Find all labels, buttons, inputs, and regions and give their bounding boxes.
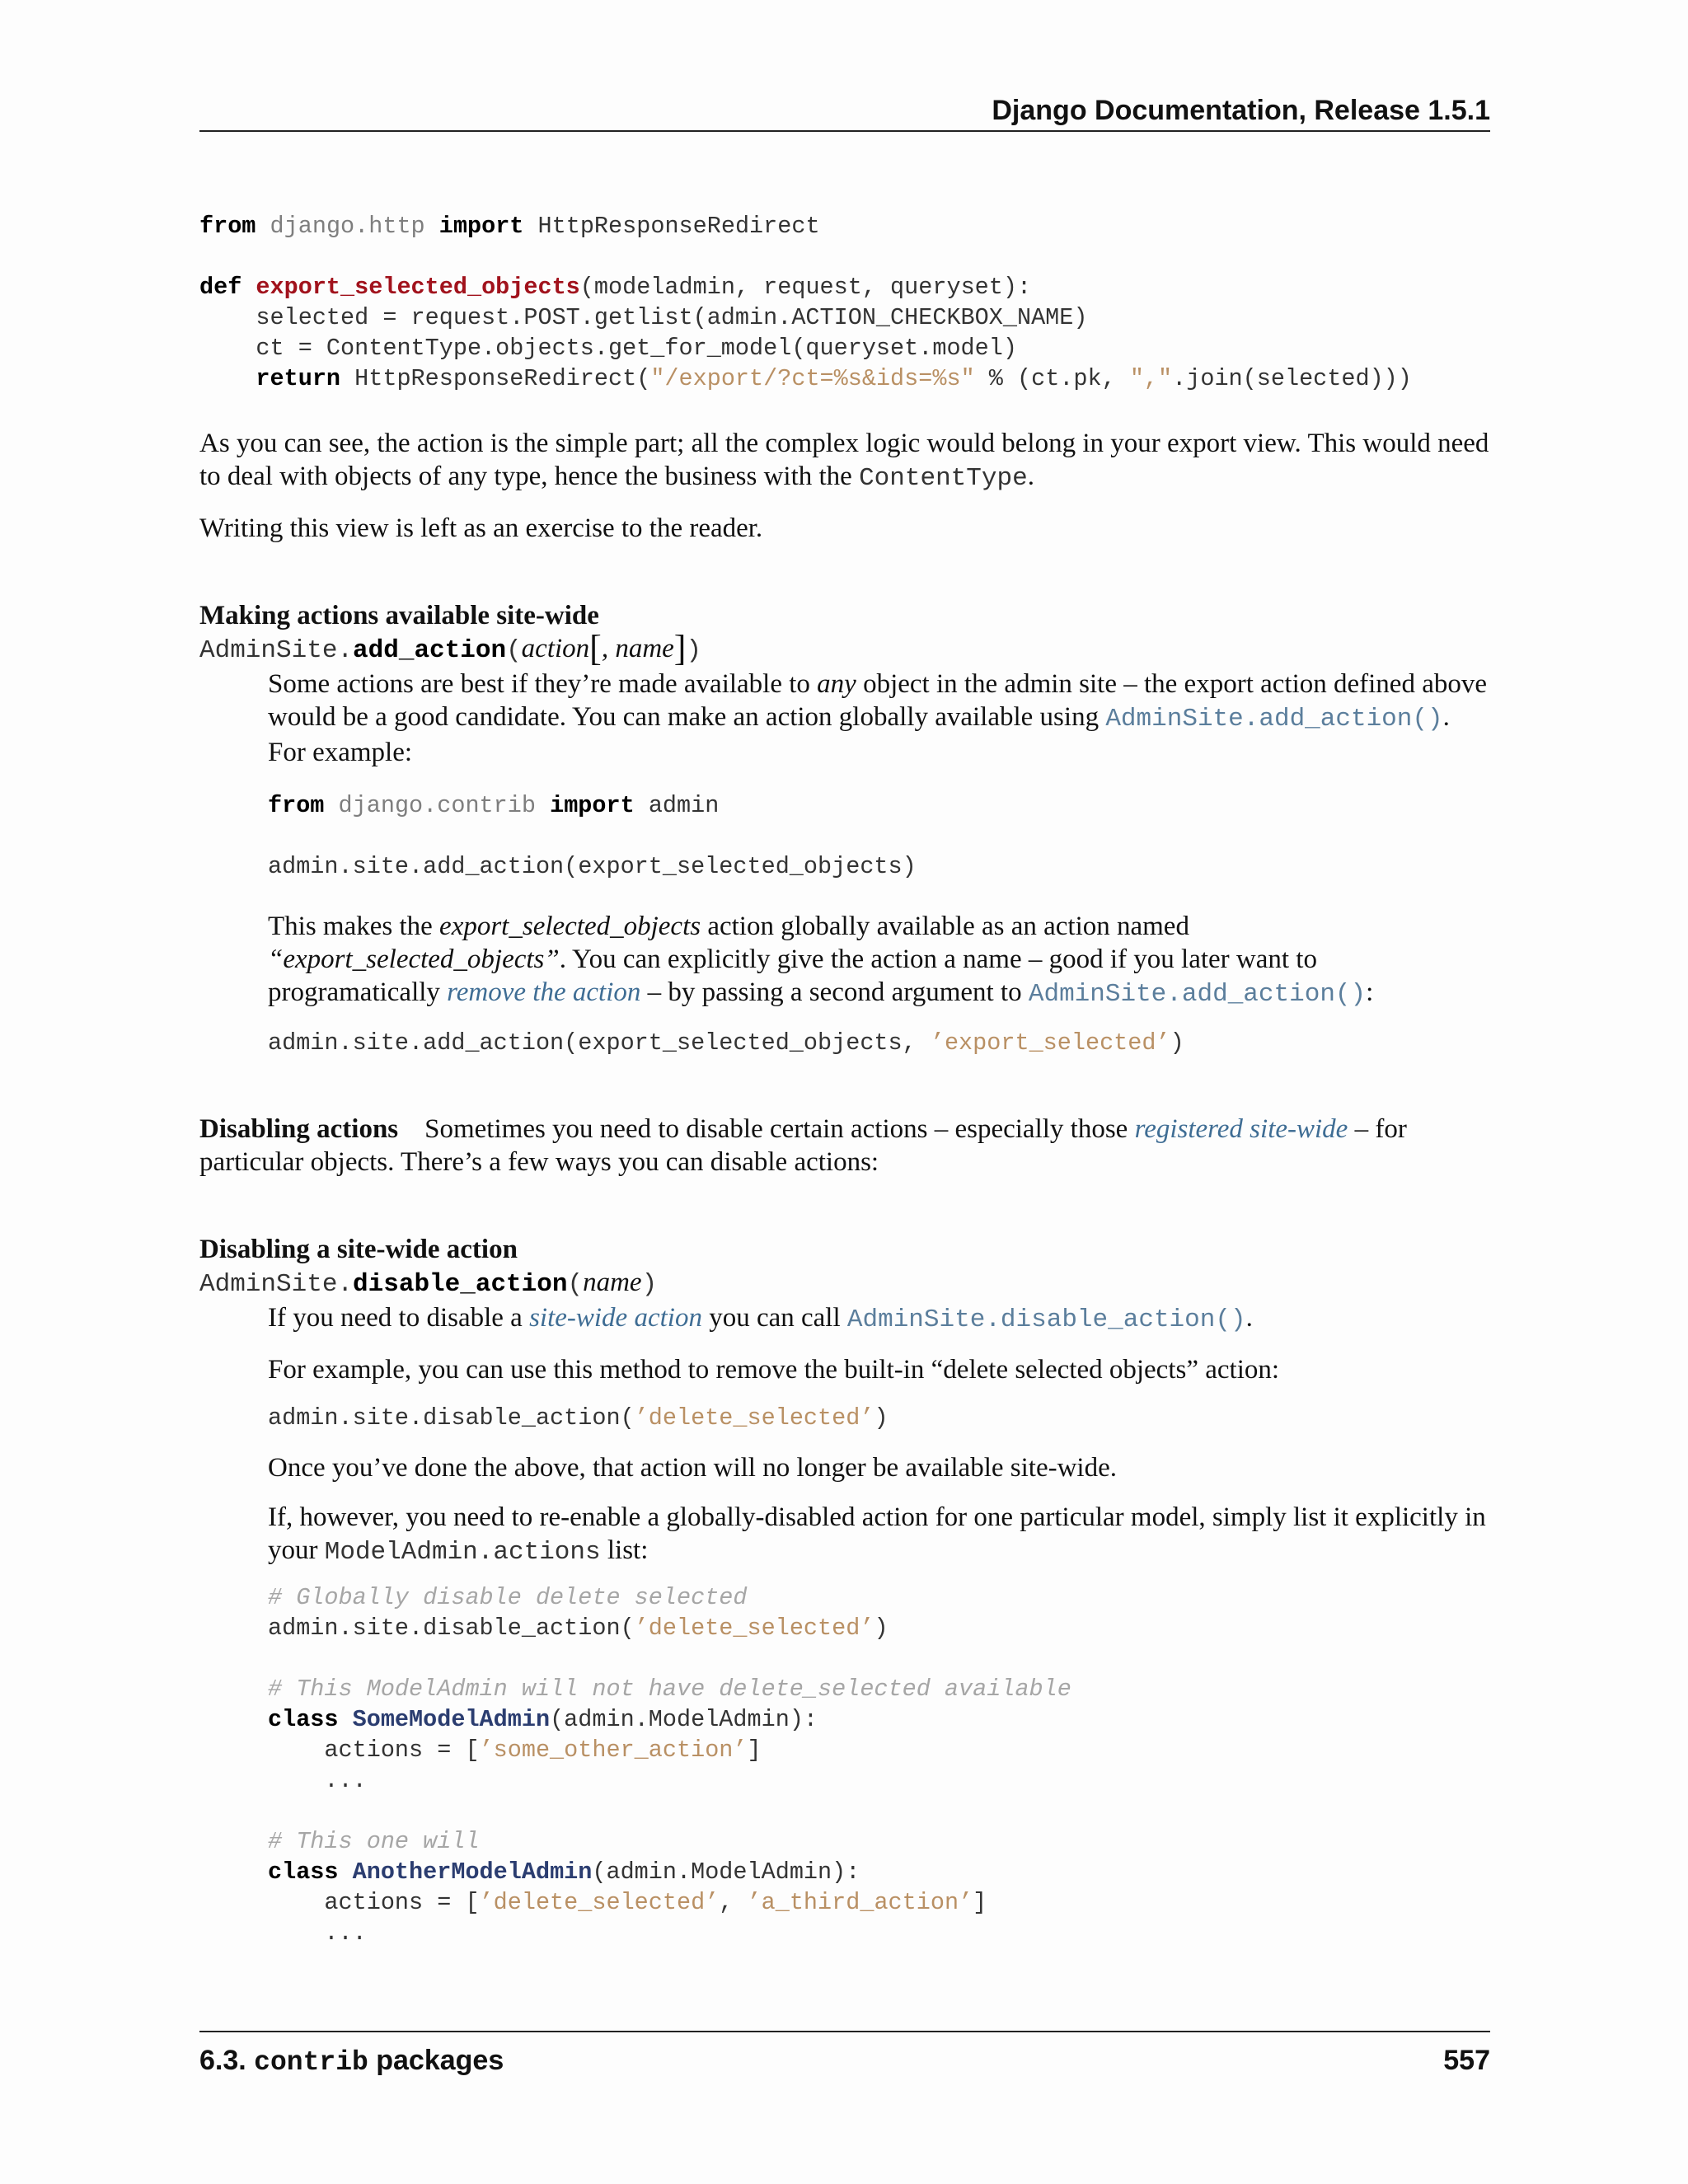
sig-paren: ) [641,1270,658,1299]
sig-paren: ) [686,636,702,665]
code-text: .join(selected))) [1172,365,1412,392]
text: Some actions are best if they’re made available to [268,669,818,699]
footer-section-title: packages [376,2045,504,2076]
text: . [1245,1303,1253,1333]
code-keyword: from [199,213,256,240]
site-wide-action-link[interactable]: site-wide action [529,1303,702,1333]
text: – for particular objects. There’s a few ways you can disable actions: [199,1114,1407,1177]
code-keyword: return [256,365,341,392]
code-keyword: import [550,792,635,819]
section-heading: Disabling a site-wide action [199,1235,518,1264]
remove-action-link[interactable]: remove the action [447,977,641,1007]
section-heading: Making actions available site-wide [199,601,599,630]
method-description [268,1301,1490,1948]
paragraph: Once you’ve done the above, that action will no longer be available site-wide. [268,1453,1117,1483]
paragraph: Writing this view is left as an exercise to the reader. [199,513,763,543]
cross-reference-link[interactable]: AdminSite.disable_action() [846,1305,1246,1334]
footer-section-mono: contrib [254,2047,368,2078]
text: action globally available as an action named [701,912,1189,941]
code-text: ) [1170,1029,1184,1057]
text: If you need to disable a [268,1303,530,1333]
sig-paren: ( [567,1270,584,1299]
paragraph: For example, you can use this method to remove the built-in “delete selected objects” action: [268,1355,1280,1385]
code-text: , [719,1889,748,1916]
code-keyword: from [268,792,325,819]
paragraph [199,1113,1490,1179]
code-block-import-admin [268,790,1490,882]
code-keyword: class [268,1858,339,1886]
code-block-export-view [199,211,1490,394]
text: This makes the [268,912,440,941]
method-signature-disable-action [199,1266,1490,1301]
cross-reference-link[interactable]: AdminSite.add_action() [1028,980,1367,1009]
text: . For example: [268,702,1450,767]
code-string: ’a_third_action’ [747,1889,973,1916]
paragraph [268,1501,1490,1569]
code-text: ) [874,1615,889,1642]
code-module: django.contrib [338,792,536,819]
code-string: "/export/?ct=%s&ids=%s" [650,365,975,392]
paragraph [268,1301,1490,1337]
code-comment: # This ModelAdmin will not have delete_selected available [268,1675,1071,1703]
sig-arg: action [521,634,590,663]
footer-section-number: 6.3. [199,2045,246,2076]
header-title: Django Documentation, Release 1.5.1 [992,95,1490,126]
code-string: ’export_selected’ [930,1029,1170,1057]
code-string: ’some_other_action’ [479,1736,748,1764]
paragraph [199,427,1490,495]
emphasis: export_selected_objects [439,912,701,941]
running-header [199,91,1490,132]
code-text: % (ct.pk, [974,365,1130,392]
code-text: actions = [ [268,1889,480,1916]
sig-bracket: [ [589,628,602,668]
cross-reference-link[interactable]: AdminSite.add_action() [1105,705,1443,733]
code-text: actions = [ [268,1736,480,1764]
code-text: ] [973,1889,987,1916]
code-block-disable-delete [268,1403,1490,1433]
code-name: admin [648,792,720,819]
code-block-modeladmin-actions [268,1582,1490,1948]
text: list: [600,1535,649,1565]
text: Sometimes you need to disable certain actions – especially those [424,1114,1135,1144]
code-line: ct = ContentType.objects.get_for_model(queryset.model) [199,335,1017,362]
code-text: admin.site.add_action(export_selected_objects, [268,1029,931,1057]
sig-class: AdminSite. [199,1270,354,1299]
inline-code: ContentType [859,464,1028,493]
sig-method: disable_action [353,1270,568,1299]
text: As you can see, the action is the simple part; all the complex logic would belong in your export view. This would need to deal with objects of any type, hence the business with the [199,429,1489,491]
code-comment: # This one will [268,1828,480,1855]
code-string: ’delete_selected’ [479,1889,720,1916]
code-text: (admin.ModelAdmin): [592,1858,860,1886]
text: object in the admin site – the export action defined above would be a good candidate. You can make an action globally available using [268,669,1487,732]
code-string: ’delete_selected’ [634,1404,874,1432]
code-block-named-action [268,1028,1490,1058]
text: you can call [701,1303,847,1333]
sig-paren: ( [506,636,522,665]
page-footer [199,2031,1490,2083]
code-text: admin.site.disable_action( [268,1404,635,1432]
code-string: ’delete_selected’ [634,1615,874,1642]
code-function-name: export_selected_objects [256,274,580,301]
code-keyword: def [199,274,242,301]
run-in-heading: Disabling actions [199,1114,399,1144]
text: : [1366,977,1374,1007]
inline-code: ModelAdmin.actions [324,1538,601,1567]
code-text: ... [268,1767,367,1794]
paragraph [268,910,1490,1011]
document-page [199,0,1490,2184]
sig-arg: , name [601,634,674,663]
code-keyword: class [268,1706,339,1733]
registered-site-wide-link[interactable]: registered site-wide [1134,1114,1348,1144]
emphasis: “export_selected_objects” [268,944,560,974]
method-signature-add-action [199,628,1490,668]
method-description [268,668,1490,1058]
code-text: ] [747,1736,762,1764]
code-line: admin.site.add_action(export_selected_objects) [268,853,917,880]
code-text: ... [268,1919,367,1947]
code-text: HttpResponseRedirect( [340,365,651,392]
page-number: 557 [1443,2045,1490,2076]
page-content [199,211,1490,1948]
sig-bracket: ] [673,628,687,668]
code-string: "," [1129,365,1173,392]
code-comment: # Globally disable delete selected [268,1584,748,1611]
emphasis: any [817,669,856,699]
text: . [1027,462,1034,491]
sig-class: AdminSite. [199,636,354,665]
code-args: (modeladmin, request, queryset): [579,274,1032,301]
code-text: ) [874,1404,889,1432]
code-class-name: AnotherModelAdmin [352,1858,593,1886]
code-module: django.http [270,213,425,240]
sig-method: add_action [353,636,507,665]
paragraph [268,668,1490,769]
sig-arg: name [583,1268,642,1297]
code-keyword: import [438,213,524,240]
text: If, however, you need to re-enable a globally-disabled action for one particular model, simply list it explicitly in your [268,1502,1486,1565]
text: . You can explicitly give the action a name – good if you later want to programatically [268,944,1317,1007]
text: – by passing a second argument to [640,977,1029,1007]
code-line: selected = request.POST.getlist(admin.ACTION_CHECKBOX_NAME) [199,304,1088,331]
code-text: admin.site.disable_action( [268,1615,635,1642]
code-text: (admin.ModelAdmin): [550,1706,818,1733]
code-class-name: SomeModelAdmin [352,1706,551,1733]
code-name: HttpResponseRedirect [537,213,820,240]
